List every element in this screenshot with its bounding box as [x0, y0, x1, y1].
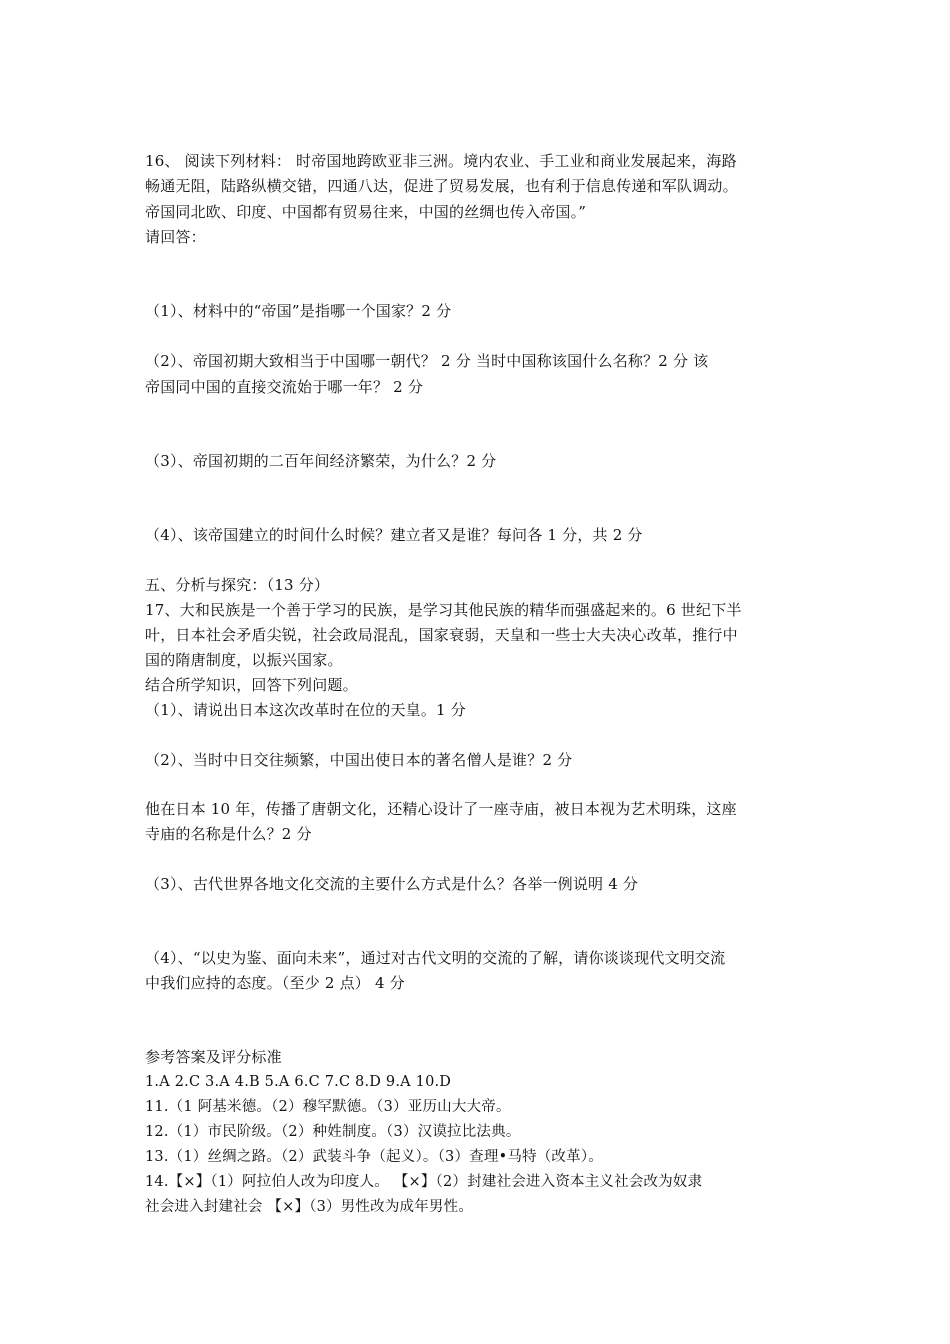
answers-line-3: 12.（1）市民阶级。（2）种姓制度。（3）汉谟拉比法典。 [145, 1124, 521, 1140]
q16-intro-line-2: 畅通无阻，陆路纵横交错，四通八达，促进了贸易发展，也有利于信息传递和军队调动。 [145, 177, 738, 195]
answers-line-1: 1.A 2.C 3.A 4.B 5.A 6.C 7.C 8.D 9.A 10.D [145, 1074, 452, 1090]
q16-intro-line-1: 16、 阅读下列材料： 时帝国地跨欧亚非三洲。境内农业、手工业和商业发展起来，海路 [145, 152, 737, 170]
q17-intro-line-3: 国的隋唐制度，以振兴国家。 [145, 651, 343, 669]
section-5-heading: 五、分析与探究：（13 分） [145, 576, 330, 594]
q17-part-4-line-1: （4）、“以史为鉴、面向未来”，通过对古代文明的交流的了解，请你谈谈现代文明交流 [145, 949, 726, 967]
q16-prompt: 请回答： [145, 228, 206, 246]
q17-intro-line-1: 17、大和民族是一个善于学习的民族，是学习其他民族的精华而强盛起来的。6 世纪下半 [145, 601, 742, 619]
q17-part-2b-line-1: 他在日本 10 年，传播了唐朝文化，还精心设计了一座寺庙，被日本视为艺术明珠，这座 [145, 800, 737, 818]
answers-line-2: 11.（1 阿基米德。（2）穆罕默德。（3）亚历山大大帝。 [145, 1099, 511, 1115]
answers-heading: 参考答案及评分标准 [145, 1048, 282, 1066]
answers-line-6: 社会进入封建社会 【×】（3）男性改为成年男性。 [145, 1199, 474, 1215]
q17-part-2b-line-2: 寺庙的名称是什么？2 分 [145, 825, 312, 843]
q16-part-2-line-1: （2）、帝国初期大致相当于中国哪一朝代？ 2 分 当时中国称该国什么名称？2 分 该 [145, 352, 709, 370]
q17-prompt: 结合所学知识，回答下列问题。 [145, 676, 358, 694]
q16-part-2-line-2: 帝国同中国的直接交流始于哪一年？ 2 分 [145, 378, 424, 396]
q17-part-2: （2）、当时中日交往频繁，中国出使日本的著名僧人是谁？2 分 [145, 751, 573, 769]
q17-intro-line-2: 叶，日本社会矛盾尖锐，社会政局混乱，国家衰弱，天皇和一些士大夫决心改革，推行中 [145, 626, 738, 644]
answers-line-5: 14.【×】（1）阿拉伯人改为印度人。 【×】（2）封建社会进入资本主义社会改为奴隶 [145, 1174, 703, 1190]
q16-part-1: （1）、材料中的“帝国”是指哪一个国家？2 分 [145, 302, 452, 320]
answers-line-4: 13.（1）丝绸之路。（2）武装斗争（起义）。（3）查理•马特（改革）。 [145, 1149, 603, 1165]
q16-part-3: （3）、帝国初期的二百年间经济繁荣，为什么？2 分 [145, 452, 497, 470]
q16-part-4: （4）、该帝国建立的时间什么时候？建立者又是谁？每问各 1 分，共 2 分 [145, 526, 643, 544]
q17-part-4-line-2: 中我们应持的态度。（至少 2 点） 4 分 [145, 974, 405, 992]
q17-part-1: （1）、请说出日本这次改革时在位的天皇。1 分 [145, 701, 466, 719]
q16-intro-line-3: 帝国同北欧、印度、中国都有贸易往来，中国的丝绸也传入帝国。” [145, 203, 587, 221]
q17-part-3: （3）、古代世界各地文化交流的主要什么方式是什么？各举一例说明 4 分 [145, 875, 639, 893]
